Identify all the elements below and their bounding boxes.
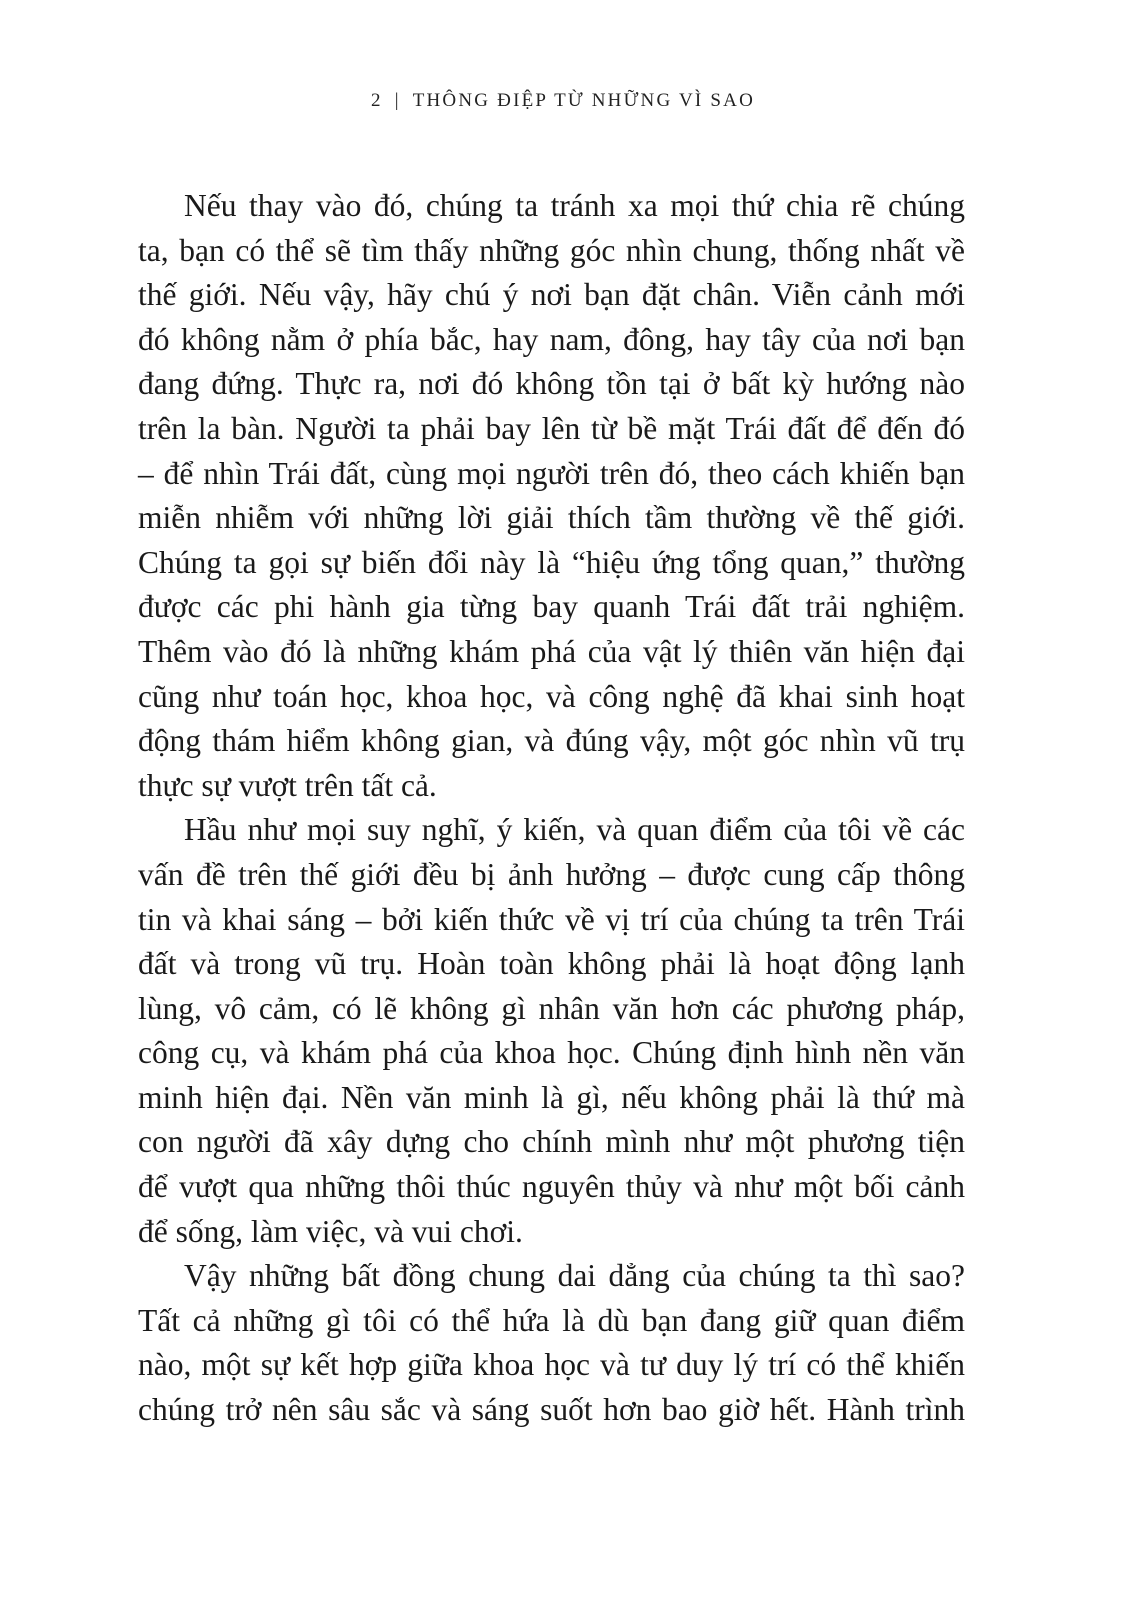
text-line: Vậy những bất đồng chung dai dẳng của chúng ta thì sao? [184,1258,965,1294]
text-line: vấn đề trên thế giới đều bị ảnh hưởng – được cung cấp thông [138,856,965,892]
page-number: 2 [370,90,383,111]
text-line: Nếu thay vào đó, chúng ta tránh xa mọi thứ chia rẽ chúng [184,188,965,223]
text-line: động thám hiểm không gian, và đúng vậy, một góc nhìn vũ trụ [138,723,965,759]
text-line: thực sự vượt trên tất cả. [138,767,437,803]
text-line: tin và khai sáng – bởi kiến thức về vị trí của chúng ta trên Trái [138,901,965,937]
text-line: Tất cả những gì tôi có thể hứa là dù bạn đang giữ quan điểm [138,1302,965,1338]
text-line: cũng như toán học, khoa học, và công nghệ đã khai sinh hoạt [138,678,965,714]
text-line: minh hiện đại. Nền văn minh là gì, nếu không phải là thứ mà [138,1079,965,1115]
text-line: Hầu như mọi suy nghĩ, ý kiến, và quan điểm của tôi về các [184,812,965,848]
text-line: đang đứng. Thực ra, nơi đó không tồn tại ở bất kỳ hướng nào [138,366,965,402]
text-line: Thêm vào đó là những khám phá của vật lý thiên văn hiện đại [138,633,965,669]
body-text [138,184,965,1433]
text-line: miễn nhiễm với những lời giải thích tầm thường về thế giới. [138,500,965,536]
text-line: chúng trở nên sâu sắc và sáng suốt hơn bao giờ hết. Hành trình [138,1392,965,1428]
running-header [0,90,1126,112]
text-line: để vượt qua những thôi thúc nguyên thủy và như một bối cảnh [138,1169,965,1205]
text-line: Chúng ta gọi sự biến đổi này là “hiệu ứng tổng quan,” thường [138,544,965,580]
text-line: thế giới. Nếu vậy, hãy chú ý nơi bạn đặt chân. Viễn cảnh mới [138,277,965,313]
text-line: – để nhìn Trái đất, cùng mọi người trên đó, theo cách khiến bạn [138,455,965,491]
text-line: ta, bạn có thể sẽ tìm thấy những góc nhìn chung, thống nhất về [138,232,965,268]
text-line: con người đã xây dựng cho chính mình như một phương tiện [138,1124,965,1160]
text-line: đó không nằm ở phía bắc, hay nam, đông, hay tây của nơi bạn [138,321,965,357]
text-line: trên la bàn. Người ta phải bay lên từ bề mặt Trái đất để đến đó [138,410,965,446]
text-line: để sống, làm việc, và vui chơi. [138,1213,523,1249]
text-line: đất và trong vũ trụ. Hoàn toàn không phải là hoạt động lạnh [138,946,965,982]
text-line: công cụ, và khám phá của khoa học. Chúng định hình nền văn [138,1035,965,1071]
text-line: được các phi hành gia từng bay quanh Trái đất trải nghiệm. [138,589,965,625]
text-line: nào, một sự kết hợp giữa khoa học và tư duy lý trí có thể khiến [138,1347,965,1383]
header-separator: | [394,90,401,111]
book-title: THÔNG ĐIỆP TỪ NHỮNG VÌ SAO [412,90,756,111]
text-line: lùng, vô cảm, có lẽ không gì nhân văn hơn các phương pháp, [138,990,965,1026]
